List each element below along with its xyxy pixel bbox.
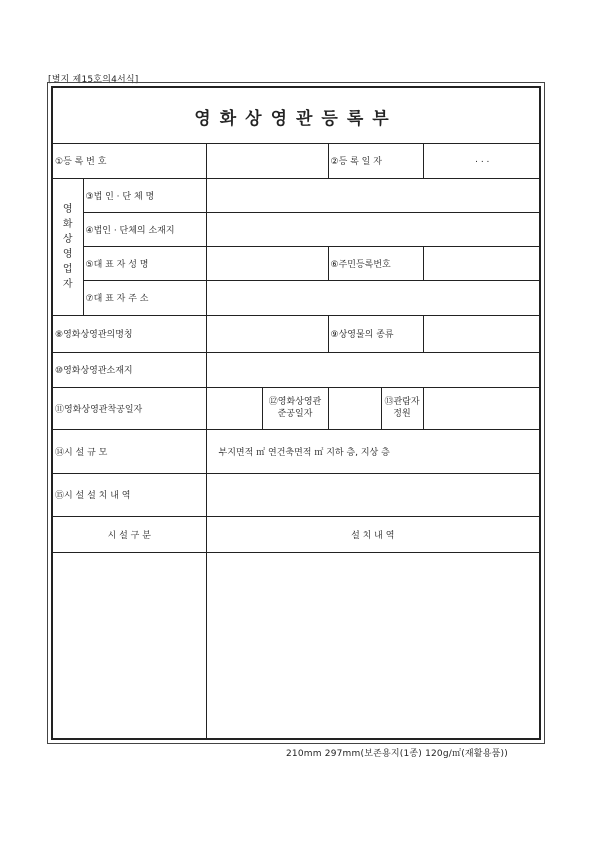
facility-details-value[interactable] <box>206 473 539 516</box>
row-rep-address <box>53 280 539 315</box>
completion-date-label: ⑫영화상영관 준공일자 <box>262 387 328 429</box>
row-theater-name <box>53 315 539 352</box>
film-type-value[interactable] <box>423 315 539 352</box>
film-type-label: ⑨상영물의 종류 <box>328 315 423 352</box>
reg-no-value[interactable] <box>206 143 328 178</box>
completion-date-value[interactable] <box>328 387 381 429</box>
reg-date-label: ②등 록 일 자 <box>328 143 423 178</box>
row-construction <box>53 387 539 429</box>
form-title: 영화상영관등록부 <box>194 109 398 129</box>
rep-name-label: ⑤대 표 자 성 명 <box>83 246 206 280</box>
reg-no-label: ①등 록 번 호 <box>53 143 206 178</box>
construction-start-value[interactable] <box>206 387 262 429</box>
paper-spec-footer: 210mm 297mm(보존용지(1종) 120g/㎡(재활용품)) <box>286 749 508 759</box>
construction-start-label: ⑪영화상영관착공일자 <box>53 387 206 429</box>
corp-address-label: ④법인 · 단체의 소재지 <box>83 212 206 246</box>
rep-address-value[interactable] <box>206 280 539 315</box>
installation-details-area[interactable] <box>206 552 539 738</box>
installation-details-header: 설 치 내 역 <box>206 516 539 552</box>
row-registration <box>53 143 539 178</box>
facility-scale-value[interactable]: 부지면적 ㎡ 연건축면적 ㎡ 지하 층, 지상 층 <box>206 429 539 473</box>
registry-form <box>51 86 541 740</box>
capacity-label: ⑬관람자 정원 <box>381 387 423 429</box>
row-theater-address <box>53 352 539 387</box>
theater-name-label: ⑧영화상영관의명칭 <box>53 315 206 352</box>
facility-details-label: ⑮시 설 설 치 내 역 <box>53 473 206 516</box>
rep-name-value[interactable] <box>206 246 328 280</box>
row-detail-body <box>53 552 539 738</box>
form-number-label: [별지 제15호의4서식] <box>48 75 139 85</box>
capacity-value[interactable] <box>423 387 539 429</box>
resident-no-value[interactable] <box>423 246 539 280</box>
theater-address-value[interactable] <box>206 352 539 387</box>
corp-name-label: ③법 인 · 단 체 명 <box>83 178 206 212</box>
corp-name-value[interactable] <box>206 178 539 212</box>
resident-no-label: ⑥주민등록번호 <box>328 246 423 280</box>
theater-name-value[interactable] <box>206 315 328 352</box>
facility-category-area[interactable] <box>53 552 206 738</box>
row-corp-address <box>53 212 539 246</box>
row-corp-name <box>53 178 539 212</box>
row-facility-details <box>53 473 539 516</box>
facility-category-header: 시 설 구 분 <box>53 516 206 552</box>
registry-table <box>53 143 539 738</box>
reg-date-value[interactable]: . . . <box>423 143 539 178</box>
theater-address-label: ⑩영화상영관소재지 <box>53 352 206 387</box>
corp-address-value[interactable] <box>206 212 539 246</box>
row-representative <box>53 246 539 280</box>
facility-scale-label: ⑭시 설 규 모 <box>53 429 206 473</box>
operator-group-label: 영 화 상 영 업 자 <box>53 178 83 315</box>
rep-address-label: ⑦대 표 자 주 소 <box>83 280 206 315</box>
row-facility-scale <box>53 429 539 473</box>
row-detail-headers <box>53 516 539 552</box>
